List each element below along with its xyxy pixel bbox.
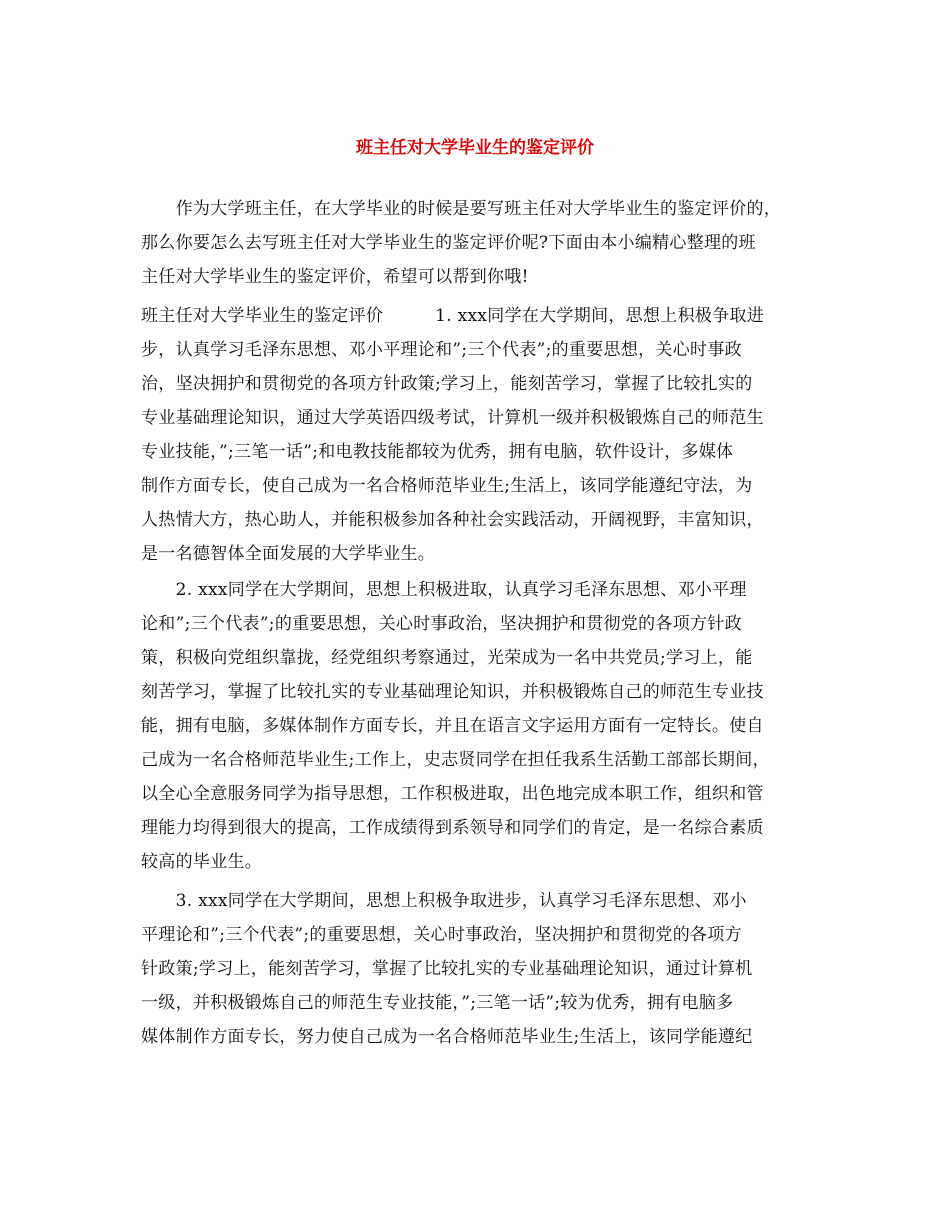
paragraph-line: 策，积极向党组织靠拢，经党组织考察通过，光荣成为一名中共党员;学习上，能 (141, 648, 753, 668)
paragraph-line: 一级，并积极锻炼自己的师范生专业技能，”;三笔一话”;较为优秀，拥有电脑多 (141, 993, 734, 1013)
paragraph-line: 平理论和”;三个代表”;的重要思想，关心时事政治，坚决拥护和贯彻党的各项方 (141, 925, 742, 945)
paragraph-line: 媒体制作方面专长，努力使自己成为一名合格师范毕业生;生活上，该同学能遵纪 (141, 1027, 753, 1047)
paragraph-line: 3. xxx同学在大学期间，思想上积极争取进步，认真学习毛泽东思想、邓小 (141, 891, 747, 911)
paragraph-line: 针政策;学习上，能刻苦学习，掌握了比较扎实的专业基础理论知识，通过计算机 (141, 959, 753, 979)
paragraph-line: 能，拥有电脑，多媒体制作方面专长，并且在语言文字运用方面有一定特长。使自 (141, 716, 764, 736)
paragraph-line: 刻苦学习，掌握了比较扎实的专业基础理论知识，并积极锻炼自己的师范生专业技 (141, 682, 764, 702)
paragraph-line: 2. xxx同学在大学期间，思想上积极进取，认真学习毛泽东思想、邓小平理 (141, 580, 747, 600)
paragraph-line: 人热情大方，热心助人，并能积极参加各种社会实践活动，开阔视野，丰富知识， (141, 510, 764, 530)
paragraph-line: 制作方面专长，使自己成为一名合格师范毕业生;生活上，该同学能遵纪守法，为 (141, 476, 753, 496)
paragraph-line: 是一名德智体全面发展的大学毕业生。 (141, 544, 436, 564)
paragraph-line: 步，认真学习毛泽东思想、邓小平理论和”;三个代表”;的重要思想，关心时事政 (141, 340, 742, 360)
paragraph-line: 主任对大学毕业生的鉴定评价，希望可以帮到你哦! (141, 267, 529, 287)
paragraph-line: 己成为一名合格师范毕业生;工作上，史志贤同学在担任我系生活勤工部部长期间， (141, 750, 770, 770)
paragraph-line: 较高的毕业生。 (141, 852, 263, 872)
paragraph-line: 专业技能，”;三笔一话”;和电教技能都较为优秀，拥有电脑，软件设计，多媒体 (141, 442, 734, 462)
paragraph-line: 以全心全意服务同学为指导思想，工作积极进取，出色地完成本职工作，组织和管 (141, 784, 764, 804)
paragraph-line: 理能力均得到很大的提高，工作成绩得到系领导和同学们的肯定，是一名综合素质 (141, 818, 764, 838)
paragraph-line: 治，坚决拥护和贯彻党的各项方针政策;学习上，能刻苦学习，掌握了比较扎实的 (141, 374, 753, 394)
paragraph-line: 专业基础理论知识，通过大学英语四级考试，计算机一级并积极锻炼自己的师范生 (141, 408, 764, 428)
paragraph-line: 作为大学班主任，在大学毕业的时候是要写班主任对大学毕业生的鉴定评价的， (141, 199, 782, 219)
paragraph-line: 那么你要怎么去写班主任对大学毕业生的鉴定评价呢?下面由本小编精心整理的班 (141, 233, 756, 253)
paragraph-line: 班主任对大学毕业生的鉴定评价 1. xxx同学在大学期间，思想上积极争取进 (141, 306, 765, 326)
document-title: 班主任对大学毕业生的鉴定评价 (356, 138, 594, 158)
paragraph-line: 论和”;三个代表”;的重要思想，关心时事政治，坚决拥护和贯彻党的各项方针政 (141, 614, 742, 634)
